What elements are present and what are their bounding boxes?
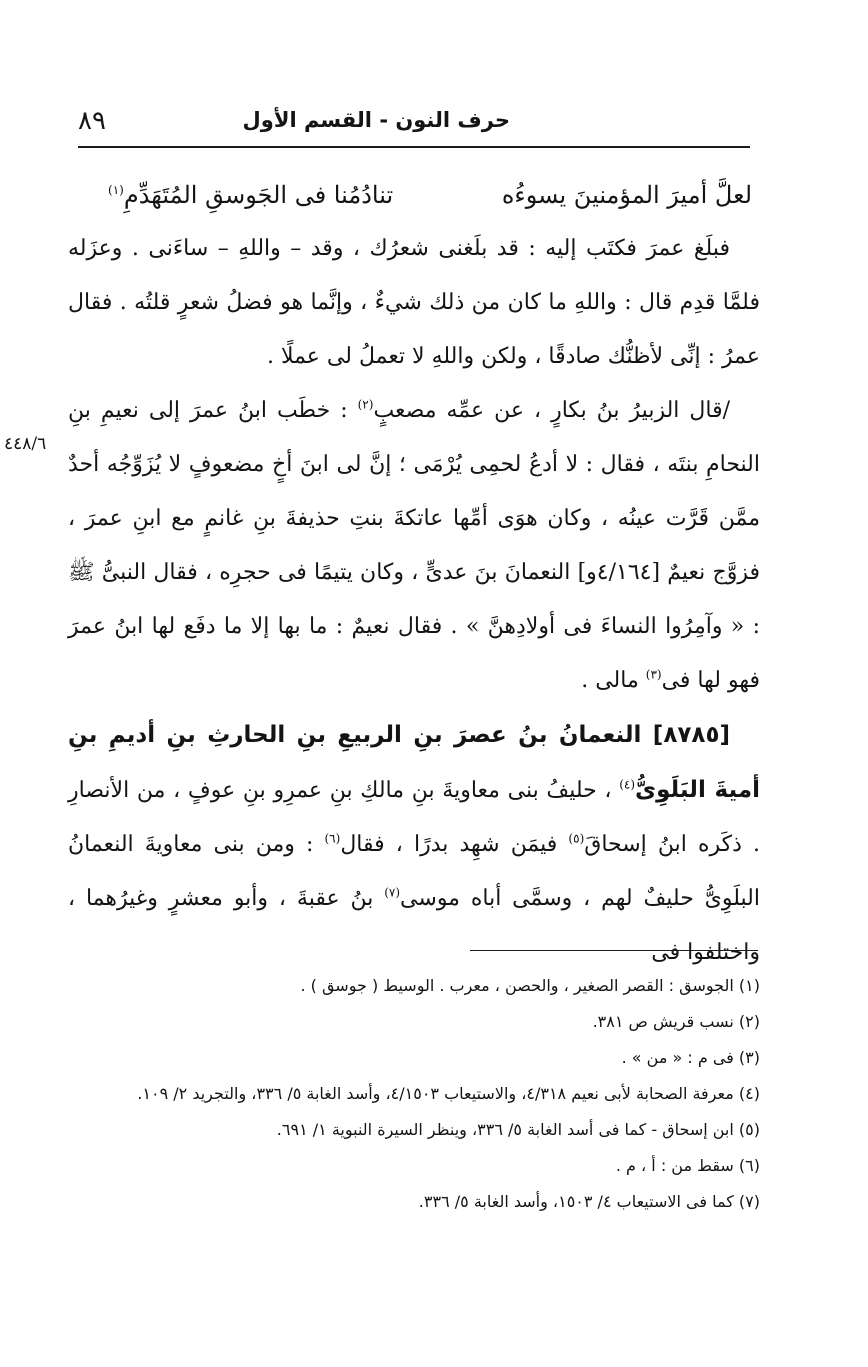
paragraph-2 [68,384,760,708]
footnote-marker-5: (٥) [568,831,585,846]
footnote-6: (٦) سقط من : أ ، م . [615,1156,760,1175]
main-text [68,168,760,980]
footnote-marker-2: (٢) [357,397,374,412]
entry-part-a: ، حليفُ بنى معاويةَ بنِ مالكِ بنِ عمرِو بنِ عوفٍ ، من الأنصارِ . ذكَره ابنُ إسحاقَ [68,778,760,857]
page-number: ٨٩ [78,106,106,136]
footnote-marker-6: (٦) [324,831,341,846]
verse-second-hemistich: تنادُمُنا فى الجَوسقِ المُتَهَدِّمِ [123,181,394,209]
footnotes [76,968,760,1220]
paragraph-1: فبلَغ عمرَ فكتَب إليه : قد بلَغنى شعرُك ، وقد – واللهِ – ساءَنى . وعزَله فلمَّا قدِم قال : واللهِ ما كان من ذلك شيءٌ ، وإنَّما هو فضلُ شعرٍ قلتُه . فقال عمرُ : إنِّى لأظنُّك صادقًا ، ولكن واللهِ لا تعملُ لى عملًا . [68,236,760,369]
footnote-marker-7: (٧) [384,885,401,900]
verse-second-hemistich-wrap [108,168,393,222]
footnote-marker-4: (٤) [619,777,636,792]
verse-first-hemistich: لعلَّ أميرَ المؤمنينَ يسوءُه [501,181,752,209]
running-head [78,104,750,144]
entry-paragraph [68,708,760,980]
footnote-7: (٧) كما فى الاستيعاب ٤/ ١٥٠٣، وأسد الغابة ٥/ ٣٣٦. [418,1192,760,1211]
footnote-marker-3: (٣) [645,667,662,682]
footnote-3: (٣) فى م : « من » . [621,1048,760,1067]
entry-part-b: فيمَن شهِد بدرًا ، فقال [340,832,569,857]
paragraph-2-part-c: مالى . [581,668,646,693]
footnote-marker-1: (١) [108,183,124,197]
entry-part-d: بنُ عقبةَ ، وأبو معشرٍ وغيرُهما ، واختلفوا فى [68,886,760,965]
footnote-1: (١) الجوسق : القصر الصغير ، والحصن ، معرب . الوسيط ( جوسق ) . [300,976,760,995]
footnote-rule [470,950,758,951]
poem-verse [68,168,760,222]
footnote-2: (٢) نسب قريش ص ٣٨١. [592,1012,760,1031]
entry-title: [٨٧٨٥] النعمانُ بنُ عصرَ بنِ الربيعِ بنِ الحارثِ بنِ أديمِ بنِ أميةَ البَلَوِىُّ [68,722,760,803]
paragraph-2-part-b: : خطَب ابنُ عمرَ إلى نعيمِ بنِ النحامِ بنتَه ، فقال : لا أدعُ لحمِى يُرْمَى ؛ إنَّ لى ابنَ أخٍ مضعوفٍ لا يُزَوِّجُه أحدٌ ممَّن قَرَّت عينُه ، وكان هوَى أمِّها عاتكةَ بنتِ حذيفةَ بنِ غانمٍ مع ابنِ عمرَ ، فزوَّج نعيمٌ [٤/١٦٤و] النعمانَ بنَ عدىٍّ ، وكان يتيمًا فى حجرِه ، فقال النبىُّ ﷺ : « وآمِرُوا النساءَ فى أولادِهنَّ » . فقال نعيمٌ : ما بها إلا ما دفَع لها ابنُ عمرَ فهو لها فى [68,398,760,693]
footnote-4: (٤) معرفة الصحابة لأبى نعيم ٤/٣١٨، والاستيعاب ٤/١٥٠٣، وأسد الغابة ٥/ ٣٣٦، والتجريد ٢/ ١٠٩. [137,1084,760,1103]
running-head-title: حرف النون - القسم الأول [242,108,510,132]
margin-reference: ٤٤٨/٦ [4,434,47,454]
paragraph-2-part-a: /قال الزبيرُ بنُ بكارٍ ، عن عمِّه مصعبٍ [373,398,730,423]
footnote-5: (٥) ابن إسحاق - كما فى أسد الغابة ٥/ ٣٣٦، وينظر السيرة النبوية ١/ ٦٩١. [276,1120,760,1139]
entry-part-c: : ومن بنى معاويةَ النعمانُ البلَوِىُّ حليفٌ لهم ، وسمَّى أباه موسى [68,832,761,911]
header-rule [78,146,750,148]
